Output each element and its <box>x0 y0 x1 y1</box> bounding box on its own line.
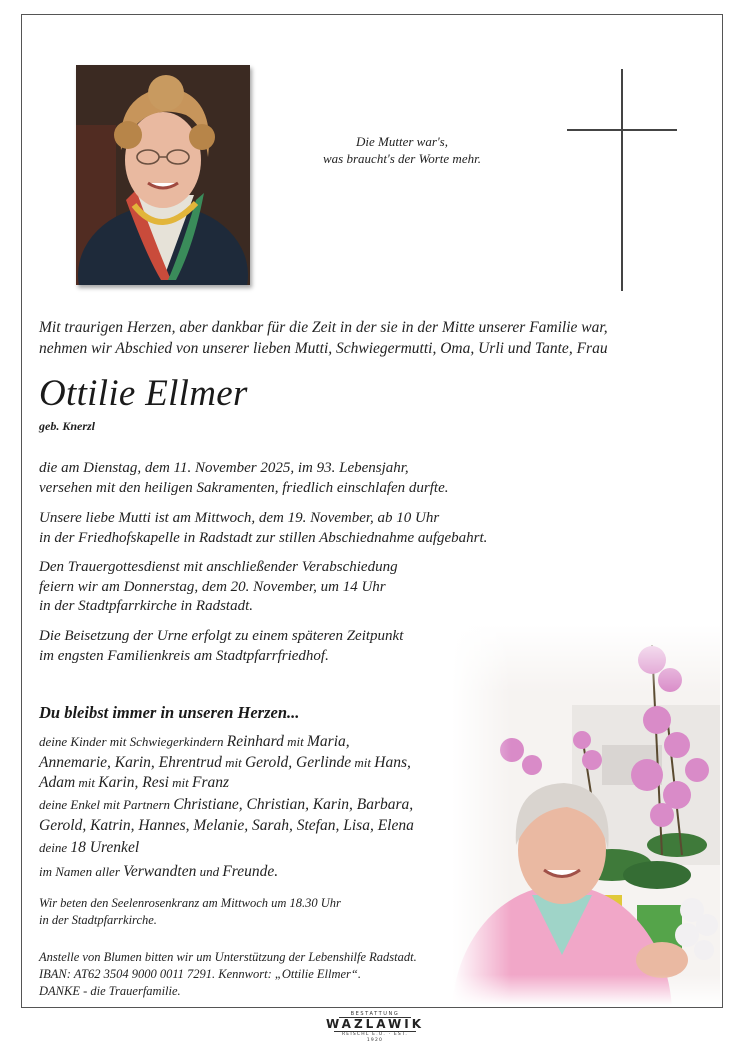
logo-main: WAZLAWIK <box>325 1017 425 1031</box>
paragraph-line: in der Friedhofskapelle in Radstadt zur stillen Abschiednahme aufgebahrt. <box>39 529 488 546</box>
paragraph-line: feiern wir am Donnerstag, dem 20. November, um 14 Uhr <box>39 578 386 595</box>
intro-line: Mit traurigen Herzen, aber dankbar für die Zeit in der sie in der Mitte unserer Familie war, <box>39 319 608 336</box>
family-line <box>39 862 499 883</box>
family-line <box>39 795 499 816</box>
slogan: Du bleibst immer in unseren Herzen... <box>39 703 300 722</box>
paragraph-line: Den Trauergottesdienst mit anschließender Verabschiedung <box>39 559 398 575</box>
obituary-card <box>21 14 723 1008</box>
children-list <box>39 732 499 794</box>
cross-icon <box>621 69 623 291</box>
paragraph-line: im engsten Familienkreis am Stadtpfarrfriedhof. <box>39 647 329 664</box>
logo-top: BESTATTUNG <box>339 1011 411 1018</box>
paragraph-line: in der Stadtpfarrkirche in Radstadt. <box>39 598 254 614</box>
paragraph-line: versehen mit den heiligen Sakramenten, friedlich einschlafen durfte. <box>39 479 449 496</box>
quote <box>282 133 522 167</box>
grandchildren-list <box>39 795 499 836</box>
relatives-line <box>39 862 499 883</box>
family-names: Gerold, Gerlinde <box>244 753 352 771</box>
family-text: mit <box>168 775 193 790</box>
family-text: deine Kinder mit Schwiegerkindern <box>39 734 227 749</box>
paragraph-line: die am Dienstag, dem 11. November 2025, im 93. Lebensjahr, <box>39 460 409 476</box>
deceased-name: Ottilie Ellmer <box>39 373 248 414</box>
family-line <box>39 838 499 859</box>
family-text: mit <box>283 734 307 749</box>
viewing-paragraph <box>39 509 559 548</box>
family-line: Gerold, Katrin, Hannes, Melanie, Sarah, Stefan, Lisa, Elena <box>39 816 414 834</box>
note-line: in der Stadtpfarrkirche. <box>39 913 157 927</box>
note-line: Anstelle von Blumen bitten wir um Unterstützung der Lebenshilfe Radstadt. <box>39 950 417 964</box>
family-names: Reinhard <box>226 733 284 750</box>
family-names: Adam <box>39 774 76 791</box>
family-names: Franz <box>192 774 230 791</box>
intro-text <box>39 317 714 359</box>
service-paragraph <box>39 558 559 617</box>
family-line <box>39 732 499 753</box>
family-names: Verwandten <box>123 863 197 880</box>
family-line <box>39 773 499 794</box>
paragraph-line: Unsere liebe Mutti ist am Mittwoch, dem 19. November, ab 10 Uhr <box>39 510 440 526</box>
note-line: IBAN: AT62 3504 9000 0011 7291. Kennwort: „Ottilie Ellmer“. <box>39 967 361 981</box>
family-text: deine <box>39 840 71 855</box>
family-text: mit <box>221 754 245 770</box>
family-names: Karin, Resi <box>98 774 169 791</box>
family-names: Freunde. <box>222 863 279 880</box>
family-names: Maria, <box>307 733 350 750</box>
paragraph-line: Die Beisetzung der Urne erfolgt zu einem späteren Zeitpunkt <box>39 628 404 644</box>
maiden-name: geb. Knerzl <box>39 419 96 433</box>
quote-line: was braucht's der Worte mehr. <box>323 151 481 166</box>
family-line <box>39 753 499 774</box>
family-text: deine Enkel mit Partnern <box>39 797 174 812</box>
family-text: im Namen aller <box>39 864 124 879</box>
note-line: Wir beten den Seelenrosenkranz am Mittwoch um 18.30 Uhr <box>39 896 341 910</box>
family-text: mit <box>75 775 99 790</box>
family-text: mit <box>351 754 375 770</box>
great-grandchildren <box>39 838 499 859</box>
logo-sub: REISCHL E.U. · EST. 1920 <box>334 1031 416 1044</box>
portrait-photo <box>76 65 250 285</box>
family-names: Annemarie, Karin, Ehrentrud <box>39 753 222 771</box>
family-text: und <box>196 864 223 879</box>
family-names: Hans, <box>374 753 411 771</box>
cross-icon-bar <box>567 129 677 131</box>
donation-note <box>39 949 499 1000</box>
intro-line: nehmen wir Abschied von unserer lieben Mutti, Schwiegermutti, Oma, Urli und Tante, Frau <box>39 340 608 357</box>
death-paragraph <box>39 459 559 498</box>
funeral-home-logo <box>310 1011 440 1043</box>
family-names: Christiane, Christian, Karin, Barbara, <box>173 796 414 813</box>
note-line: DANKE - die Trauerfamilie. <box>39 984 181 998</box>
family-names: 18 Urenkel <box>70 839 140 856</box>
rosary-note <box>39 895 499 929</box>
quote-line: Die Mutter war's, <box>356 134 448 149</box>
